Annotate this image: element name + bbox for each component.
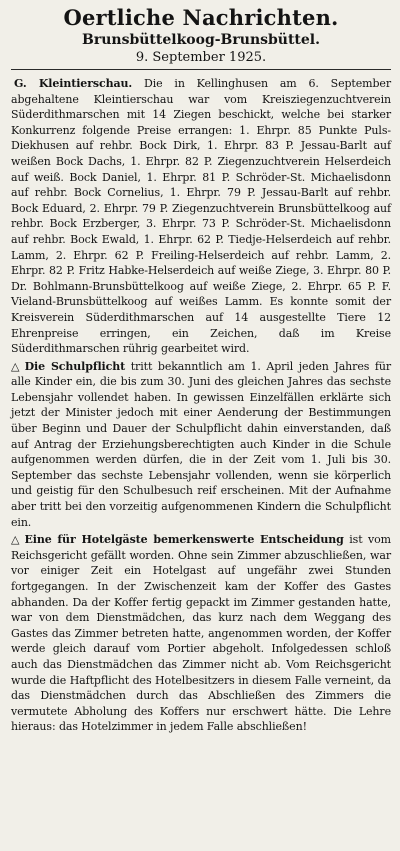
article-lead: Eine für Hotelgäste bemerkenswerte Entscheidung bbox=[24, 533, 344, 547]
article-body: Die in Kellinghusen am 6. September abgehaltene Kleintierschau war vom Kreisziegenzuchtverein Süderdithmarschen mit 14 Ziegen beschickt, welche bei starker Konkurrenz folgende Preise errangen: 1. Ehrpr. 85 Punkte Puls-Diekhusen auf rehbr. Bock Dirk, 1. Ehrpr. 83 P. Jessau-Barlt auf weißen Bock Dachs, 1. Ehrpr. 82 P. Ziegenzuchtverein Helserdeich auf weiß. Bock Daniel, 1. Ehrpr. 81 P. Schröder-St. Michaelisdonn auf rehbr. Bock Cornelius, 1. Ehrpr. 79 P. Jessau-Barlt auf rehbr. Bock Eduard, 2. Ehrpr. 79 P. Ziegenzuchtverein Brunsbüttelkoog auf rehbr. Bock Erzberger, 3. Ehrpr. 73 P. Schröder-St. Michaelisdonn auf rehbr. Bock Ewald, 1. Ehrpr. 62 P. Tiedje-Helserdeich auf rehbr. Lamm, 2. Ehrpr. 62 P. Freiling-Helserdeich auf rehbr. Lamm, 2. Ehrpr. 82 P. Fritz Habke-Helserdeich auf weiße Ziege, 3. Ehrpr. 80 P. Dr. Bohlmann-Brunsbüttelkoog auf weiße Ziege, 2. Ehrpr. 65 P. F. Vieland-Brunsbüttelkoog auf weißes Lamm. Es konnte somit der Kreisverein Süderdithmarschen auf 14 ausgestellte Tiere 12 Ehrenpreise erringen, ein Zeichen, daß im Kreise Süderdithmarschen rührig gearbeitet wird. bbox=[11, 77, 392, 356]
article-schulpflicht bbox=[11, 359, 391, 531]
dateline: 9. September 1925. bbox=[135, 50, 267, 65]
place-heading: Brunsbüttelkoog-Brunsbüttel. bbox=[82, 32, 320, 48]
article-lead: G. Kleintierschau. bbox=[14, 77, 133, 90]
article-hotelgaeste bbox=[11, 532, 391, 735]
article-body: tritt bekanntlich am 1. April jeden Jahres für alle Kinder ein, die bis zum 30. Juni des gleichen Jahres das sechste Lebensjahr vollendet haben. In gewissen Einzelfällen erklärte sich jetzt der Minister jedoch mit einer Aenderung der Bestimmungen über Beginn und Dauer der Schulpflicht dahin einverstanden, daß auf Antrag der Erziehungsberechtigten auch Kinder in die Schule aufgenommen werden dürfen, die in der Zeit vom 1. Juli bis 30. September das sechste Lebensjahr vollenden, wenn sie körperlich und geistig für den Schulbesuch reif erscheinen. Mit der Aufnahme aber tritt bei den vorzeitig aufgenommenen Kindern die Schulpflicht ein. bbox=[11, 359, 391, 529]
triangle-marker-icon: △ bbox=[11, 359, 22, 373]
header-rule bbox=[11, 69, 391, 70]
triangle-marker-icon: △ bbox=[11, 533, 22, 547]
masthead bbox=[11, 6, 391, 66]
article-lead: Die Schulpflicht bbox=[24, 359, 126, 373]
section-title: Oertliche Nachrichten. bbox=[63, 5, 339, 30]
article-kleintierschau bbox=[11, 76, 391, 357]
article-body: ist vom Reichsgericht gefällt worden. Ohne sein Zimmer abzuschließen, war vor einiger Zeit ein Hotelgast auf ungefähr zwei Stunden fortgegangen. In der Zwischenzeit kam der Koffer des Gastes abhanden. Da der Koffer fertig gepackt im Zimmer gestanden hatte, war von dem Dienstmädchen, das kurz nach dem Weggang des Gastes das Zimmer betreten hatte, angenommen worden, der Koffer werde gleich darauf vom Portier abgeholt. Infolgedessen schloß auch das Dienstmädchen das Zimmer nicht ab. Vom Reichsgericht wurde die Haftpflicht des Hotelbesitzers in diesem Falle verneint, da das Dienstmädchen durch das Abschließen des Zimmers die vermutete Abholung des Koffers nur erschwert hätte. Die Lehre hieraus: das Hotelzimmer in jedem Falle abschließen! bbox=[11, 533, 391, 734]
